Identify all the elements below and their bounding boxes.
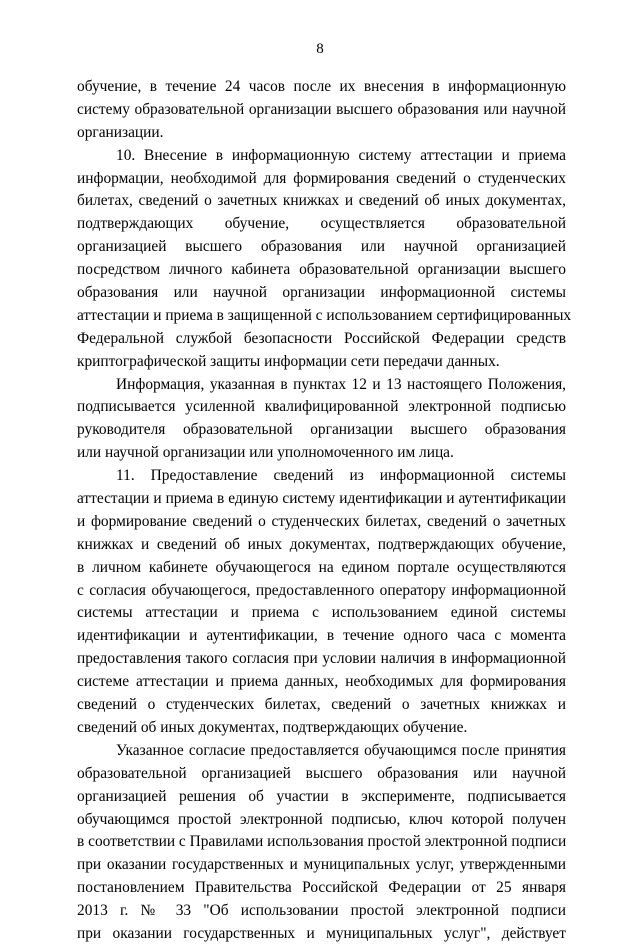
text-line: организацией высшего образования или научной организацией <box>77 238 566 256</box>
text-line: или научной организации или уполномоченного им лица. <box>77 444 454 462</box>
text-line: посредством личного кабинета образовательной организации высшего <box>77 261 566 279</box>
text-line: постановлением Правительства Российской Федерации от 25 января <box>77 879 566 897</box>
text-line: системе аттестации и приема данных, необходимых для формирования <box>77 673 566 691</box>
text-line: при оказании государственных и муниципальных услуг", действует <box>77 924 566 942</box>
text-line: в соответствии с Правилами использования простой электронной подписи <box>77 833 567 851</box>
text-line: организацией решения об участии в эксперименте, подписывается <box>77 787 566 805</box>
text-line: образования или научной организации информационной системы <box>77 284 566 302</box>
text-line: аттестации и приема в единую систему идентификации и аутентификации <box>77 490 566 508</box>
text-line: обучающимся простой электронной подписью, ключ которой получен <box>77 810 566 828</box>
text-line: книжках и сведений об иных документах, подтверждающих обучение, <box>77 535 566 553</box>
text-line: идентификации и аутентификации, в течение одного часа с момента <box>77 627 566 645</box>
text-line: сведений о студенческих билетах, сведений о зачетных книжках и <box>77 696 566 714</box>
text-line: билетах, сведений о зачетных книжках и сведений об иных документах, <box>77 192 566 210</box>
text-line: организации. <box>77 123 164 141</box>
text-line: информации, необходимой для формирования сведений о студенческих <box>77 169 566 187</box>
text-line: 11. Предоставление сведений из информационной системы <box>116 467 566 485</box>
text-line: системы аттестации и приема с использованием единой системы <box>77 604 566 622</box>
text-line: систему образовательной организации высшего образования или научной <box>77 100 566 118</box>
page-number: 8 <box>316 41 324 57</box>
text-line: в личном кабинете обучающегося на едином портале осуществляются <box>77 558 566 576</box>
text-line: подписывается усиленной квалифицированной электронной подписью <box>77 398 566 416</box>
text-line: руководителя образовательной организации высшего образования <box>77 421 566 439</box>
text-line: криптографической защиты информации сети передачи данных. <box>77 352 500 370</box>
text-line: образовательной организацией высшего образования или научной <box>77 764 566 782</box>
text-line: и формирование сведений о студенческих билетах, сведений о зачетных <box>77 512 566 530</box>
text-line: Информация, указанная в пунктах 12 и 13 настоящего Положения, <box>116 375 566 393</box>
text-line: при оказании государственных и муниципальных услуг, утвержденными <box>77 856 566 874</box>
text-line: 10. Внесение в информационную систему аттестации и приема <box>116 146 566 164</box>
text-line: обучение, в течение 24 часов после их внесения в информационную <box>77 78 566 95</box>
text-line: Федеральной службой безопасности Российской Федерации средств <box>77 329 566 347</box>
text-line: подтверждающих обучение, осуществляется образовательной <box>77 215 566 233</box>
text-line: сведений об иных документах, подтверждающих обучение. <box>77 718 468 736</box>
text-line: с согласия обучающегося, предоставленного оператору информационной <box>77 581 566 599</box>
text-line: аттестации и приема в защищенной с использованием сертифицированных <box>77 306 572 324</box>
text-line: предоставления такого согласия при условии наличия в информационной <box>77 650 566 668</box>
text-line: 2013 г. № 33 "Об использовании простой электронной подписи <box>77 902 566 920</box>
document-body <box>77 76 572 946</box>
text-line: Указанное согласие предоставляется обучающимся после принятия <box>116 741 566 759</box>
